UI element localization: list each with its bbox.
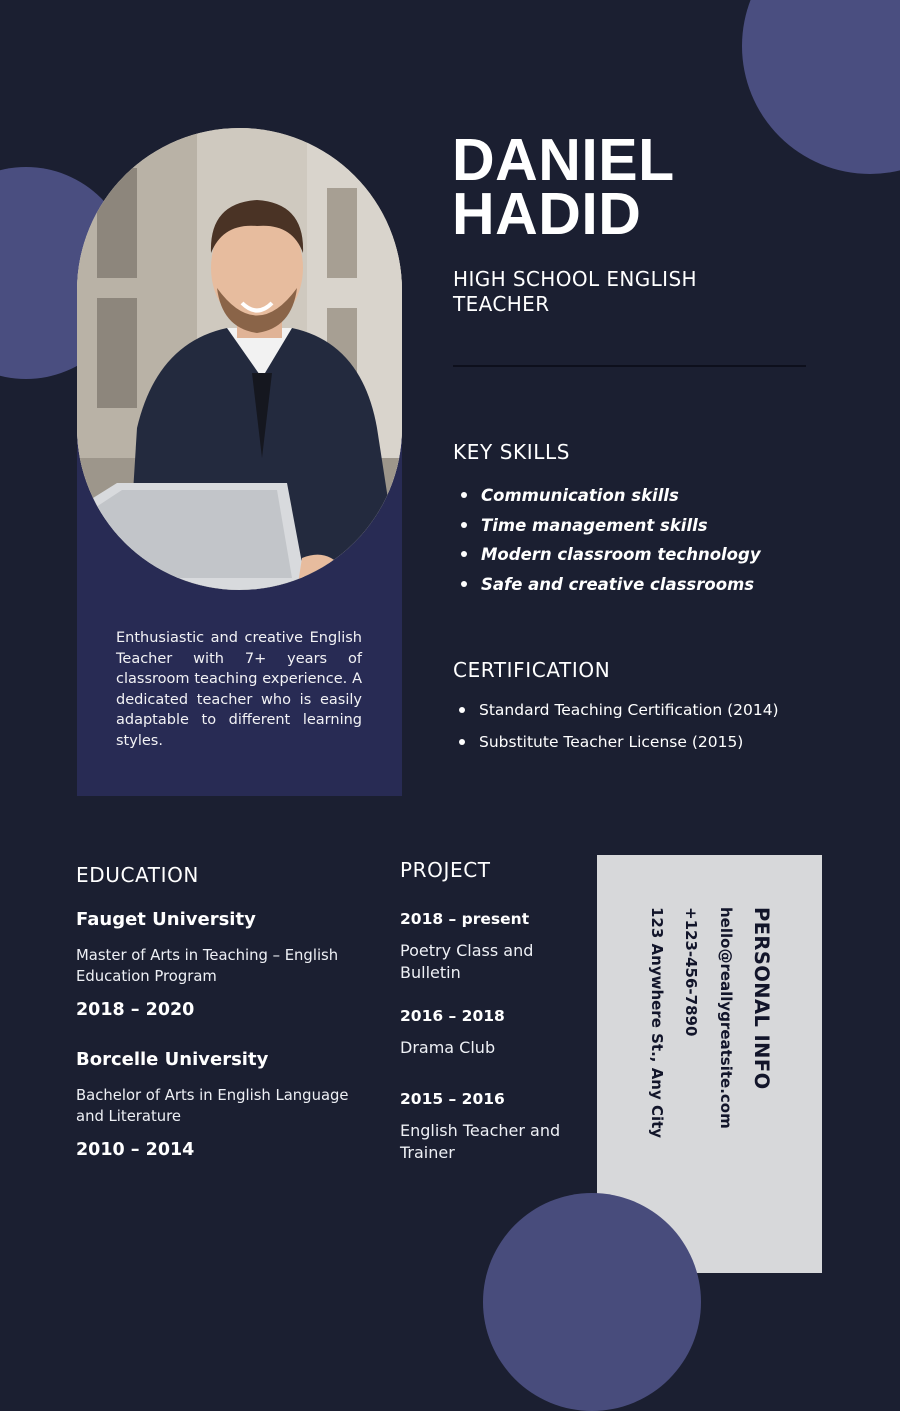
personal-info-heading: PERSONAL INFO bbox=[750, 907, 773, 1090]
profile-summary: Enthusiastic and creative English Teacher with 7+ years of classroom teaching experience. A dedicated teacher who is easily adaptable to different learning styles. bbox=[116, 630, 362, 749]
project-name: Drama Club bbox=[400, 1038, 496, 1057]
certification-item: Standard Teaching Certification (2014) bbox=[451, 695, 779, 727]
teacher-portrait-illustration bbox=[77, 128, 402, 590]
education-degree: Master of Arts in Teaching – English Education Program bbox=[76, 947, 339, 985]
personal-info-email[interactable]: hello@reallygreatsite.com bbox=[717, 907, 735, 1129]
profile-photo bbox=[77, 128, 402, 590]
project-years: 2015 – 2016 bbox=[400, 1090, 505, 1108]
personal-info-address: 123 Anywhere St., Any City bbox=[648, 907, 666, 1139]
candidate-last-name: HADID bbox=[452, 181, 642, 247]
candidate-first-name: DANIEL bbox=[452, 127, 675, 193]
key-skills-heading: KEY SKILLS bbox=[453, 440, 571, 464]
education-degree: Bachelor of Arts in English Language and Literature bbox=[76, 1087, 349, 1125]
decorative-circle-bottom bbox=[483, 1193, 701, 1411]
project-name: Poetry Class and Bulletin bbox=[400, 941, 534, 982]
education-school: Borcelle University bbox=[76, 1049, 269, 1070]
certification-item: Substitute Teacher License (2015) bbox=[451, 727, 779, 759]
skill-item: Communication skills bbox=[453, 481, 761, 511]
skill-item: Modern classroom technology bbox=[453, 540, 761, 570]
project-heading: PROJECT bbox=[400, 858, 491, 882]
job-title: HIGH SCHOOL ENGLISH TEACHER bbox=[453, 267, 697, 316]
skill-item: Safe and creative classrooms bbox=[453, 570, 761, 600]
candidate-name bbox=[452, 127, 675, 247]
decorative-circle-top-right bbox=[742, 0, 900, 174]
skill-item: Time management skills bbox=[453, 511, 761, 541]
certification-heading: CERTIFICATION bbox=[453, 658, 611, 682]
personal-info-phone[interactable]: +123-456-7890 bbox=[682, 907, 700, 1037]
certification-list bbox=[451, 695, 779, 758]
header-divider bbox=[453, 365, 806, 367]
project-name: English Teacher and Trainer bbox=[400, 1121, 561, 1162]
education-years: 2010 – 2014 bbox=[76, 1140, 195, 1160]
project-years: 2016 – 2018 bbox=[400, 1007, 505, 1025]
education-school: Fauget University bbox=[76, 909, 256, 930]
key-skills-list bbox=[453, 481, 761, 600]
education-heading: EDUCATION bbox=[76, 863, 199, 887]
project-years: 2018 – present bbox=[400, 910, 530, 928]
education-years: 2018 – 2020 bbox=[76, 1000, 195, 1020]
